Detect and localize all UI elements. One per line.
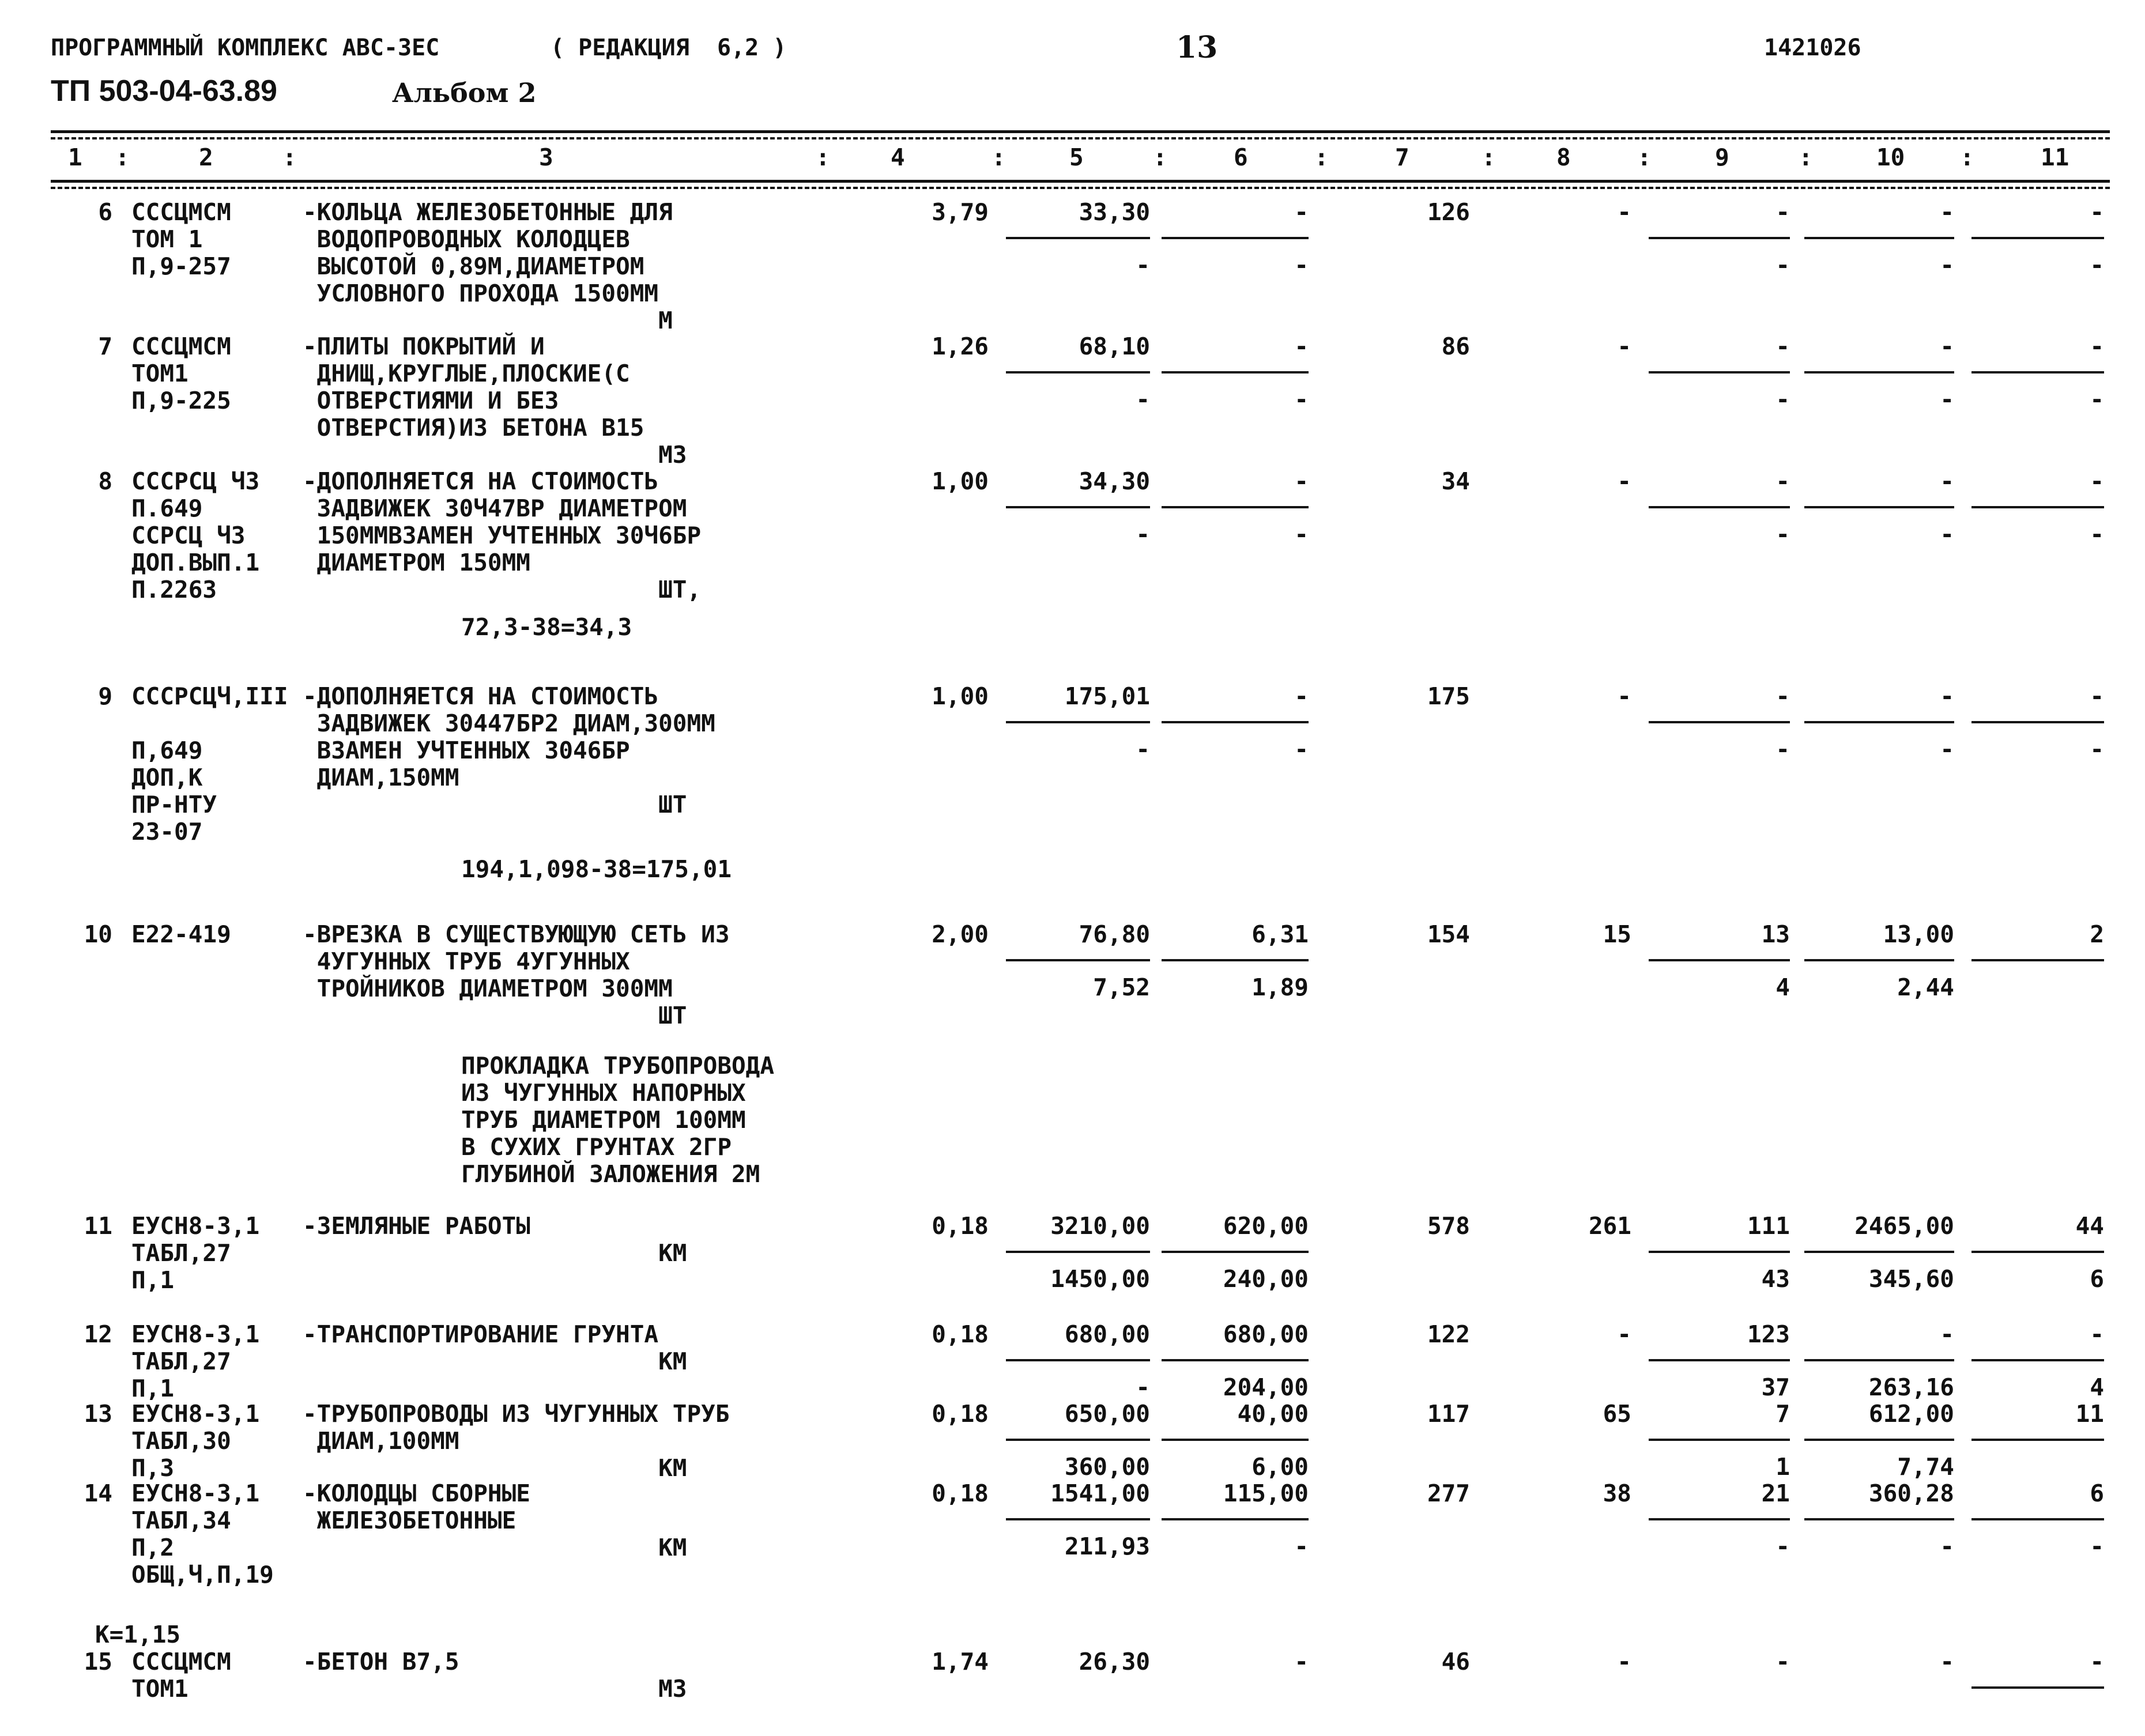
- cell-c4: 0,18: [932, 1400, 989, 1428]
- fraction-rule: [1804, 721, 1954, 723]
- cell-c4: 0,18: [932, 1480, 989, 1507]
- row-code: СССЦМСМ ТОМ 1 П,9-257: [131, 198, 231, 280]
- header-rule-bottom: [51, 180, 2110, 183]
- fraction-rule: [1649, 371, 1790, 373]
- column-separator: :: [1314, 144, 1329, 171]
- fraction-rule: [1971, 1439, 2104, 1441]
- fraction-rule: [1162, 237, 1309, 239]
- column-header-11: 11: [2041, 144, 2069, 171]
- cell-c7: 122: [1427, 1320, 1470, 1348]
- cell-c6: -: [1294, 1648, 1309, 1675]
- cell-c11-lower: -: [2090, 1533, 2104, 1560]
- fraction-rule: [1162, 721, 1309, 723]
- cell-c5-lower: -: [1136, 251, 1150, 279]
- cell-c10: -: [1940, 1648, 1954, 1675]
- cell-c10-lower: -: [1940, 735, 1954, 763]
- cell-c9-lower: 1: [1775, 1453, 1790, 1481]
- fraction-rule: [1971, 1251, 2104, 1253]
- cell-c7: 34: [1441, 467, 1470, 495]
- fraction-rule: [1006, 959, 1150, 961]
- fraction-rule: [1649, 721, 1790, 723]
- cell-c9: -: [1775, 1648, 1790, 1675]
- cell-c10-lower: -: [1940, 386, 1954, 413]
- cell-c6-lower: -: [1294, 735, 1309, 763]
- cell-c5-lower: -: [1136, 735, 1150, 763]
- cell-c5: 26,30: [1079, 1648, 1150, 1675]
- row-number: 12: [84, 1320, 112, 1348]
- page-number: 13: [1176, 30, 1218, 65]
- header-rule-bottom-2: [51, 187, 2110, 189]
- cell-c5: 34,30: [1079, 467, 1150, 495]
- column-header-2: 2: [199, 144, 213, 171]
- cell-c5-lower: 360,00: [1064, 1453, 1150, 1481]
- column-separator: :: [992, 144, 1006, 171]
- fraction-rule: [1162, 1439, 1309, 1441]
- fraction-rule: [1162, 1518, 1309, 1520]
- cell-c8: 38: [1603, 1480, 1631, 1507]
- column-separator: :: [1637, 144, 1652, 171]
- row-code: СССРСЦ Ч3 П.649 ССРСЦ Ч3 ДОП.ВЫП.1 П.2263: [131, 467, 260, 603]
- fraction-rule: [1804, 237, 1954, 239]
- column-separator: :: [115, 144, 130, 171]
- fraction-rule: [1971, 959, 2104, 961]
- column-separator: :: [1481, 144, 1496, 171]
- cell-c6: 40,00: [1237, 1400, 1309, 1428]
- fraction-rule: [1649, 1251, 1790, 1253]
- cell-c11: -: [2090, 198, 2104, 226]
- row-name: -КОЛОДЦЫ СБОРНЫЕ ЖЕЛЕЗОБЕТОННЫЕ КМ: [303, 1480, 687, 1561]
- doc-number: ТП 503-04-63.89: [51, 74, 277, 108]
- cell-c9: 21: [1761, 1480, 1790, 1507]
- cell-c9: -: [1775, 467, 1790, 495]
- fraction-rule: [1006, 721, 1150, 723]
- row-number: 6: [98, 198, 112, 226]
- row-code: Е22-419: [131, 920, 231, 948]
- column-header-10: 10: [1876, 144, 1905, 171]
- cell-c9: 111: [1747, 1212, 1790, 1240]
- fraction-rule: [1006, 237, 1150, 239]
- cell-c8: 65: [1603, 1400, 1631, 1428]
- column-header-8: 8: [1556, 144, 1571, 171]
- cell-c6-lower: -: [1294, 520, 1309, 548]
- fraction-rule: [1649, 506, 1790, 508]
- row-name: -ДОПОЛНЯЕТСЯ НА СТОИМОСТЬ ЗАДВИЖЕК 30Ч47ВР ДИАМЕТРОМ 150ММВЗАМЕН УЧТЕННЫХ 30Ч6БР ДИАМЕТРОМ 150ММ ШТ,: [303, 467, 702, 603]
- fraction-rule: [1162, 959, 1309, 961]
- row-name: -ТРУБОПРОВОДЫ ИЗ ЧУГУННЫХ ТРУБ ДИАМ,100ММ КМ: [303, 1400, 730, 1482]
- cell-c6-lower: -: [1294, 386, 1309, 413]
- row-code: ЕУСН8-3,1 ТАБЛ,30 П,3: [131, 1400, 260, 1482]
- program-title: ПРОГРАММНЫЙ КОМПЛЕКС АВС-ЗЕС: [51, 35, 440, 61]
- cell-c10: -: [1940, 1320, 1954, 1348]
- cell-c9-lower: 43: [1761, 1265, 1790, 1293]
- cell-c8: 15: [1603, 920, 1631, 948]
- cell-c5: 76,80: [1079, 920, 1150, 948]
- cell-c6: -: [1294, 198, 1309, 226]
- cell-c4: 0,18: [932, 1212, 989, 1240]
- cell-c10-lower: 7,74: [1897, 1453, 1954, 1481]
- fraction-rule: [1006, 1251, 1150, 1253]
- header-rule-top-2: [51, 137, 2110, 139]
- row-code: СССРСЦЧ,III П,649 ДОП,К ПР-НТУ 23-07: [131, 682, 288, 846]
- fraction-rule: [1649, 959, 1790, 961]
- cell-c6: -: [1294, 333, 1309, 360]
- cell-c6: -: [1294, 682, 1309, 710]
- cell-c5: 3210,00: [1050, 1212, 1150, 1240]
- cell-c4: 1,74: [932, 1648, 989, 1675]
- fraction-rule: [1006, 371, 1150, 373]
- cell-c5-lower: 7,52: [1093, 973, 1150, 1001]
- cell-c10-lower: -: [1940, 251, 1954, 279]
- fraction-rule: [1971, 1686, 2104, 1689]
- cell-c5-lower: -: [1136, 520, 1150, 548]
- row-name: -ВРЕЗКА В СУЩЕСТВУЮЩУЮ СЕТЬ ИЗ 4УГУННЫХ ТРУБ 4УГУННЫХ ТРОЙНИКОВ ДИАМЕТРОМ 300ММ ШТ: [303, 920, 730, 1029]
- fraction-rule: [1006, 1359, 1150, 1361]
- cell-c11: -: [2090, 1648, 2104, 1675]
- fraction-rule: [1006, 506, 1150, 508]
- cell-c11: -: [2090, 1320, 2104, 1348]
- cell-c10-lower: 263,16: [1868, 1373, 1954, 1401]
- row-name: -КОЛЬЦА ЖЕЛЕЗОБЕТОННЫЕ ДЛЯ ВОДОПРОВОДНЫХ КОЛОДЦЕВ ВЫСОТОЙ 0,89М,ДИАМЕТРОМ УСЛОВНОГО ПРОХОДА 1500ММ М: [303, 198, 673, 334]
- header-rule-top: [51, 130, 2110, 133]
- cell-c11-lower: 4: [2090, 1373, 2104, 1401]
- cell-c7: 277: [1427, 1480, 1470, 1507]
- cell-c11: -: [2090, 467, 2104, 495]
- cell-c10: 360,28: [1868, 1480, 1954, 1507]
- cell-c10: -: [1940, 198, 1954, 226]
- row-number: 10: [84, 920, 112, 948]
- row-code: ЕУСН8-3,1 ТАБЛ,27 П,1: [131, 1320, 260, 1402]
- cell-c6-lower: 1,89: [1251, 973, 1309, 1001]
- cell-c7: 126: [1427, 198, 1470, 226]
- fraction-rule: [1804, 1359, 1954, 1361]
- cell-c7: 46: [1441, 1648, 1470, 1675]
- row-name: -ТРАНСПОРТИРОВАНИЕ ГРУНТА КМ: [303, 1320, 687, 1375]
- cell-c9: 7: [1775, 1400, 1790, 1428]
- k-note: К=1,15: [95, 1621, 181, 1648]
- column-separator: :: [1153, 144, 1167, 171]
- row-name: -БЕТОН В7,5 М3: [303, 1648, 687, 1703]
- cell-c6: 115,00: [1223, 1480, 1309, 1507]
- fraction-rule: [1804, 959, 1954, 961]
- cell-c6-lower: -: [1294, 251, 1309, 279]
- row-name: -ДОПОЛНЯЕТСЯ НА СТОИМОСТЬ ЗАДВИЖЕК 30447БР2 ДИАМ,300ММ ВЗАМЕН УЧТЕННЫХ 3046БР ДИАМ,150ММ ШТ: [303, 682, 715, 818]
- fraction-rule: [1006, 1518, 1150, 1520]
- row-number: 15: [84, 1648, 112, 1675]
- cell-c7: 117: [1427, 1400, 1470, 1428]
- cell-c5-lower: 211,93: [1064, 1533, 1150, 1560]
- cell-c6: 620,00: [1223, 1212, 1309, 1240]
- cell-c6: -: [1294, 467, 1309, 495]
- column-header-1: 1: [68, 144, 82, 171]
- cell-c10-lower: -: [1940, 1533, 1954, 1560]
- cell-c5: 1541,00: [1050, 1480, 1150, 1507]
- fraction-rule: [1804, 1439, 1954, 1441]
- column-separator: :: [282, 144, 297, 171]
- cell-c11-lower: -: [2090, 386, 2104, 413]
- cell-c6-lower: -: [1294, 1533, 1309, 1560]
- cell-c9: -: [1775, 682, 1790, 710]
- cell-c11-lower: -: [2090, 251, 2104, 279]
- cell-c11: 11: [2075, 1400, 2104, 1428]
- fraction-rule: [1649, 237, 1790, 239]
- column-header-9: 9: [1715, 144, 1729, 171]
- cell-c10: -: [1940, 682, 1954, 710]
- cell-c10: 2465,00: [1854, 1212, 1954, 1240]
- cell-c5-lower: 1450,00: [1050, 1265, 1150, 1293]
- fraction-rule: [1804, 1251, 1954, 1253]
- fraction-rule: [1971, 1359, 2104, 1361]
- fraction-rule: [1162, 1359, 1309, 1361]
- album: Альбом 2: [392, 77, 537, 108]
- section-note: ПРОКЛАДКА ТРУБОПРОВОДА ИЗ ЧУГУННЫХ НАПОРНЫХ ТРУБ ДИАМЕТРОМ 100ММ В СУХИХ ГРУНТАХ 2ГР ГЛУБИНОЙ ЗАЛОЖЕНИЯ 2М: [461, 1052, 775, 1188]
- fraction-rule: [1804, 506, 1954, 508]
- cell-c4: 0,18: [932, 1320, 989, 1348]
- cell-c10: 13,00: [1883, 920, 1954, 948]
- cell-c10-lower: 345,60: [1868, 1265, 1954, 1293]
- cell-c5: 175,01: [1064, 682, 1150, 710]
- cell-c4: 1,26: [932, 333, 989, 360]
- cell-c6-lower: 240,00: [1223, 1265, 1309, 1293]
- fraction-rule: [1971, 1518, 2104, 1520]
- fraction-rule: [1804, 371, 1954, 373]
- cell-c11: 44: [2075, 1212, 2104, 1240]
- cell-c11-lower: -: [2090, 735, 2104, 763]
- cell-c11-lower: 6: [2090, 1265, 2104, 1293]
- row-number: 9: [98, 682, 112, 710]
- cell-c5: 33,30: [1079, 198, 1150, 226]
- row-number: 7: [98, 333, 112, 360]
- cell-c9: 123: [1747, 1320, 1790, 1348]
- row-code: СССЦМСМ ТОМ1: [131, 1648, 231, 1703]
- cell-c8: -: [1617, 198, 1631, 226]
- row-number: 14: [84, 1480, 112, 1507]
- column-header-7: 7: [1395, 144, 1409, 171]
- column-header-4: 4: [891, 144, 905, 171]
- cell-c9-lower: 4: [1775, 973, 1790, 1001]
- column-separator: :: [1799, 144, 1813, 171]
- cell-c10: 612,00: [1868, 1400, 1954, 1428]
- column-separator: :: [1960, 144, 1974, 171]
- row-code: ЕУСН8-3,1 ТАБЛ,27 П,1: [131, 1212, 260, 1294]
- row-number: 8: [98, 467, 112, 495]
- cell-c9: -: [1775, 333, 1790, 360]
- cell-c9: 13: [1761, 920, 1790, 948]
- cell-c7: 578: [1427, 1212, 1470, 1240]
- fraction-rule: [1971, 721, 2104, 723]
- cell-c8: -: [1617, 1320, 1631, 1348]
- cell-c10: -: [1940, 333, 1954, 360]
- column-header-6: 6: [1234, 144, 1248, 171]
- cell-c9-lower: -: [1775, 520, 1790, 548]
- cell-c5: 650,00: [1064, 1400, 1150, 1428]
- cell-c7: 175: [1427, 682, 1470, 710]
- cell-c9: -: [1775, 198, 1790, 226]
- fraction-rule: [1804, 1518, 1954, 1520]
- column-separator: :: [816, 144, 830, 171]
- cell-c6-lower: 204,00: [1223, 1373, 1309, 1401]
- row-calculation: 194,1,098-38=175,01: [461, 855, 732, 883]
- row-number: 11: [84, 1212, 112, 1240]
- cell-c4: 1,00: [932, 467, 989, 495]
- fraction-rule: [1162, 371, 1309, 373]
- row-calculation: 72,3-38=34,3: [461, 613, 632, 641]
- fraction-rule: [1971, 506, 2104, 508]
- cell-c11: -: [2090, 682, 2104, 710]
- fraction-rule: [1162, 506, 1309, 508]
- cell-c4: 1,00: [932, 682, 989, 710]
- fraction-rule: [1006, 1439, 1150, 1441]
- row-code: ЕУСН8-3,1 ТАБЛ,34 П,2 ОБЩ,Ч,П,19: [131, 1480, 274, 1588]
- cell-c6-lower: 6,00: [1251, 1453, 1309, 1481]
- cell-c10: -: [1940, 467, 1954, 495]
- cell-c9-lower: -: [1775, 386, 1790, 413]
- fraction-rule: [1162, 1251, 1309, 1253]
- row-name: -ПЛИТЫ ПОКРЫТИЙ И ДНИЩ,КРУГЛЫЕ,ПЛОСКИЕ(С ОТВЕРСТИЯМИ И БЕЗ ОТВЕРСТИЯ)ИЗ БЕТОНА В15 М3: [303, 333, 687, 469]
- cell-c4: 3,79: [932, 198, 989, 226]
- edition: ( РЕДАКЦИЯ 6,2 ): [551, 35, 787, 61]
- row-code: СССЦМСМ ТОМ1 П,9-225: [131, 333, 231, 414]
- cell-c11: -: [2090, 333, 2104, 360]
- cell-c11: 2: [2090, 920, 2104, 948]
- fraction-rule: [1649, 1518, 1790, 1520]
- fraction-rule: [1649, 1439, 1790, 1441]
- cell-c6: 6,31: [1251, 920, 1309, 948]
- fraction-rule: [1971, 237, 2104, 239]
- fraction-rule: [1649, 1359, 1790, 1361]
- cell-c10-lower: 2,44: [1897, 973, 1954, 1001]
- cell-c8: -: [1617, 467, 1631, 495]
- cell-c5: 68,10: [1079, 333, 1150, 360]
- cell-c7: 154: [1427, 920, 1470, 948]
- cell-c9-lower: -: [1775, 251, 1790, 279]
- cell-c4: 2,00: [932, 920, 989, 948]
- fraction-rule: [1971, 371, 2104, 373]
- row-name: -ЗЕМЛЯНЫЕ РАБОТЫ КМ: [303, 1212, 687, 1267]
- column-header-5: 5: [1069, 144, 1084, 171]
- row-number: 13: [84, 1400, 112, 1428]
- cell-c9-lower: 37: [1761, 1373, 1790, 1401]
- cell-c8: -: [1617, 682, 1631, 710]
- cell-c9-lower: -: [1775, 735, 1790, 763]
- cell-c8: -: [1617, 1648, 1631, 1675]
- cell-c7: 86: [1441, 333, 1470, 360]
- cell-c8: -: [1617, 333, 1631, 360]
- cell-c8: 261: [1588, 1212, 1631, 1240]
- cell-c10-lower: -: [1940, 520, 1954, 548]
- cell-c5: 680,00: [1064, 1320, 1150, 1348]
- cell-c6: 680,00: [1223, 1320, 1309, 1348]
- column-header-3: 3: [539, 144, 553, 171]
- doc-code: 1421026: [1764, 35, 1861, 61]
- cell-c11-lower: -: [2090, 520, 2104, 548]
- cell-c9-lower: -: [1775, 1533, 1790, 1560]
- cell-c11: 6: [2090, 1480, 2104, 1507]
- cell-c5-lower: -: [1136, 386, 1150, 413]
- cell-c5-lower: -: [1136, 1373, 1150, 1401]
